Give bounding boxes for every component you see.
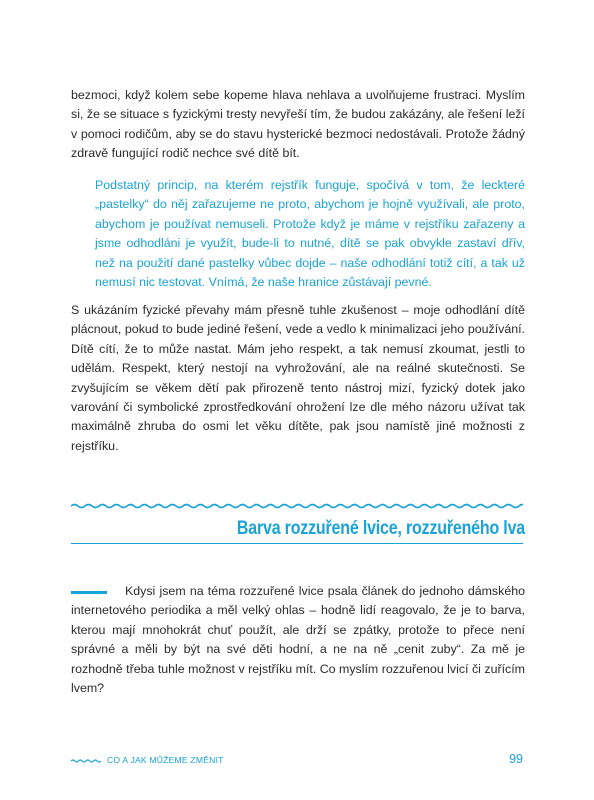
body-paragraph-1: bezmoci, když kolem sebe kopeme hlava nehlava a uvolňujeme frustraci. Myslím si, že se situace s fyzickými tresty nevyřeší tím, že budou zakázány, ale řešení leží v pomoci rodičům, aby se do stavu hysterické bezmoci nedostávali. Protože žádný zdravě fungující rodič nechce své dítě bít. — [71, 88, 525, 161]
body-paragraph-3: Kdysi jsem na téma rozzuřené lvice psala článek do jednoho dámského internetového periodika a měl velký ohlas – hodně lidí reagovalo, že je to barva, kterou mají mnohokrát chuť použít, ale drží se zpátky, protože to přece není správné a měli by být na své děti hodní, a ne na ně „cenit zuby“. Za mě je rozhodně třeba tuhle možnost v rejstříku mít. Co myslím rozzuřenou lvicí či zuřícím lvem? — [71, 584, 525, 696]
running-footer-title: CO A JAK MŮŽEME ZMĚNIT — [107, 755, 224, 765]
wavy-line-icon — [71, 757, 101, 765]
highlighted-callout: Podstatný princip, na kterém rejstřík funguje, spočívá v tom, že leckteré „pastelky“ do něj zařazujeme ne proto, abychom je hojně využívali, ale proto, abychom je používat nemuseli. Protože když je máme v rejstříku zařazeny a jsme odhodláni je využít, bude-li to nutné, dítě se pak obvykle zastaví dřív, než na použití dané pastelky vůbec dojde – naše odhodlání totiž cítí, a tak už nemusí nic testovat. Vnímá, že naše hranice zůstávají pevné. — [95, 178, 525, 290]
section-heading: Barva rozzuřené lvice, rozzuřeného lva — [236, 518, 525, 539]
body-paragraph-2: S ukázáním fyzické převahy mám přesně tuhle zkušenost – moje odhodlání dítě plácnout, pokud to bude jediné řešení, vede a vedlo k minimalizaci jeho používání. Dítě cítí, že to může nastat. Mám jeho respekt, a tak nemusí zkoumat, jestli to udělám. Respekt, který nestojí na vyhrožování, ale na reálné skutečnosti. Se zvyšujícím se věkem dětí pak přirozeně tento nástroj mizí, fyzický dotek jako varování či symbolické zprostředkování ohrožení lze dle mého názoru užívat tak maximálně zhruba do osmi let věku dítěte, pak jsou namístě jiné možnosti z rejstříku. — [71, 303, 525, 453]
wavy-line-icon — [71, 500, 523, 512]
page-number: 99 — [509, 752, 523, 766]
heading-underline — [71, 543, 523, 544]
